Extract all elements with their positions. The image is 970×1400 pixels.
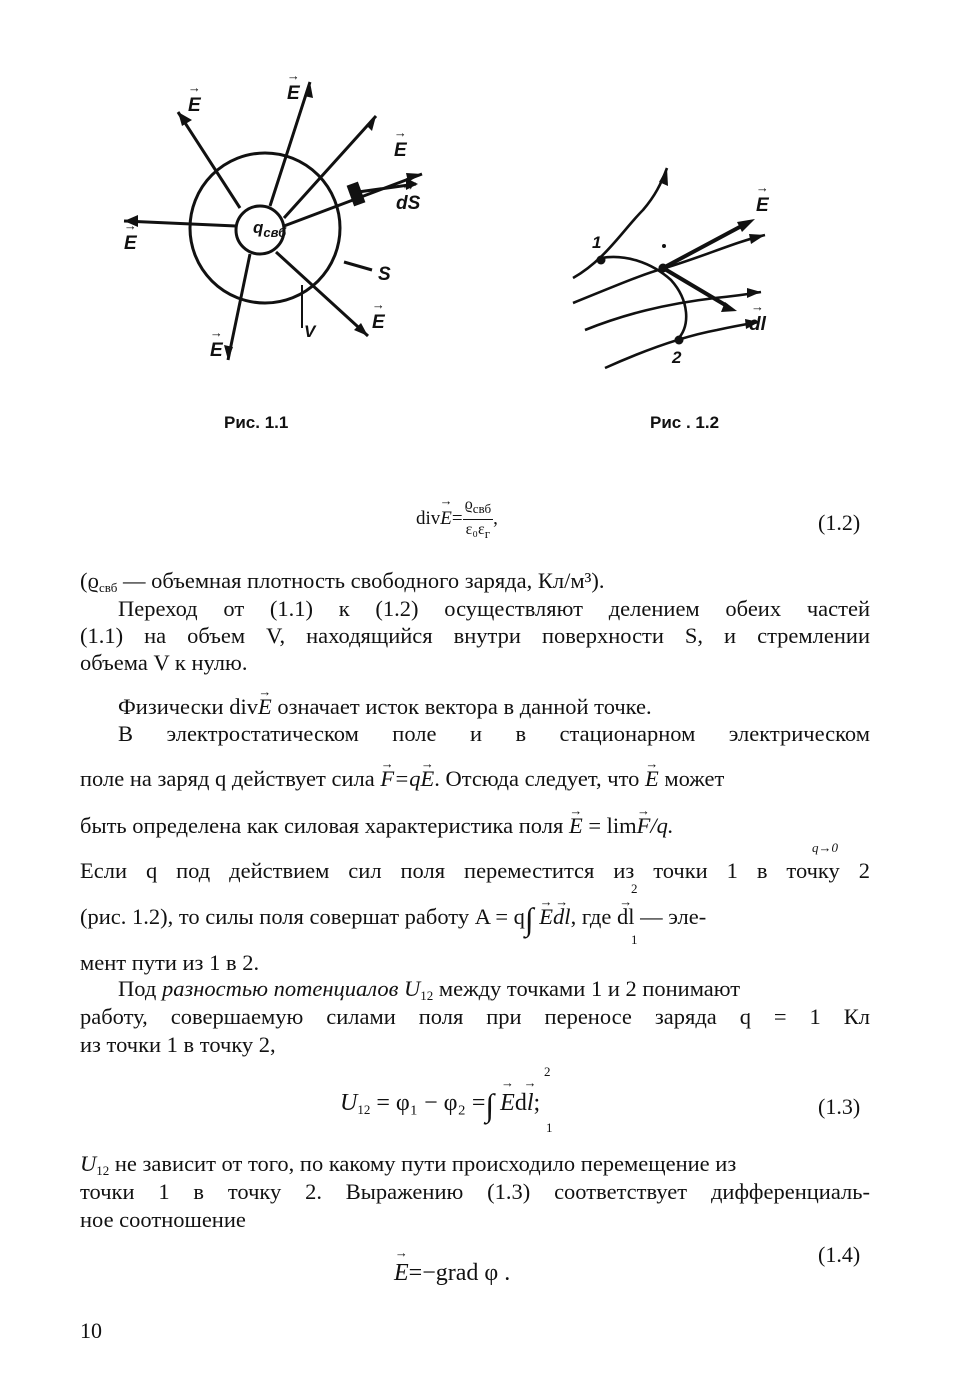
fig2-label-e: → E [756, 195, 769, 217]
equation-number-1-3: (1.3) [818, 1094, 861, 1119]
paragraph-3-line-2: поле на заряд q действует сила → F=q→ E. Отсюда следует, что → E может [80, 765, 870, 793]
paragraph-1-line-2: (1.1) на объем V, находящийся внутри поверхности S, и стремлении [80, 623, 870, 648]
paragraph-1-line-3: объема V к нулю. [80, 650, 248, 675]
work-integral-upper: 2 [631, 881, 638, 896]
equation-number-1-2: (1.2) [818, 510, 861, 535]
fig1-label-charge: $q_{свб}$ [253, 218, 287, 240]
fig2-label-point1: 1 [592, 233, 602, 252]
work-integral-lower: 1 [631, 932, 638, 947]
eq13-integral-upper: 2 [544, 1064, 551, 1079]
paragraph-3-line-5: (рис. 1.2), то силы поля совершат работу A = q∫ → E→ dl, где → dl — эле- [80, 903, 870, 933]
paragraph-1-line-1: Переход от (1.1) к (1.2) осуществляют делением обеих частей [118, 596, 870, 621]
fig2-label-dl: → dl [749, 314, 766, 336]
paragraph-4-line-1: Под разностью потенциалов $U_{12}$ между точками 1 и 2 понимают [118, 976, 741, 1003]
equation-number-1-4: (1.4) [818, 1242, 861, 1267]
paragraph-5-line-3: ное соотношение [80, 1207, 246, 1232]
equation-1-4: → E=−grad φ . [394, 1260, 510, 1287]
fig1-label-e-bottom: → E [210, 340, 223, 362]
paragraph-4-line-2: работу, совершаемую силами поля при переносе заряда q = 1 Кл [80, 1004, 870, 1029]
fig1-label-v: V [304, 322, 316, 341]
fig1-label-s: S [378, 264, 391, 285]
fig2-label-point2: 2 [672, 348, 682, 367]
fig1-label-e-right: → E [394, 140, 407, 162]
paragraph-3-line-4: Если q под действием сил поля переместится из точки 1 в точку 2 [80, 858, 870, 883]
fig1-caption: Рис. 1.1 [224, 413, 289, 432]
fig1-label-e-lower-right: → E [372, 312, 385, 334]
paragraph-3-line-1: В электростатическом поле и в стационарном электрическом [118, 721, 870, 746]
rho-note: ($ϱ_{свб}$ — объемная плотность свободного заряда, Кл/м³). [80, 568, 605, 595]
fig1-label-e-top: → E [287, 83, 300, 105]
fig1-label-e-upper-left: → E [188, 95, 201, 117]
page-number: 10 [80, 1318, 102, 1343]
paragraph-2: Физически div→ E означает исток вектора в данной точке. [118, 693, 652, 721]
equation-1-3: $U_{12} = \varphi_1 - \varphi_2$ =∫ → Ed→ l; [340, 1087, 540, 1124]
paragraph-3-line-6: мент пути из 1 в 2. [80, 950, 260, 975]
paragraph-5-line-1: $U_{12}$ не зависит от того, по какому пути происходило перемещение из [80, 1151, 737, 1178]
fig1-label-e-left: → E [124, 233, 137, 255]
paragraph-5-line-2: точки 1 в точку 2. Выражению (1.3) соответствует дифференциаль- [80, 1179, 870, 1204]
fig2-caption: Рис . 1.2 [650, 413, 720, 432]
limit-subscript: q→0 [812, 840, 838, 855]
paragraph-3-line-3: быть определена как силовая характеристика поля → E = lim→ F/q. [80, 812, 870, 840]
term-potential-difference: разностью потенциалов [161, 976, 399, 1001]
fig1-label-ds: → dS [396, 193, 420, 215]
eq13-integral-lower: 1 [546, 1120, 553, 1135]
paragraph-4-line-3: из точки 1 в точку 2, [80, 1032, 276, 1057]
equation-1-2: div→ E= $\frac{ϱ_{свб}}{\varepsilon_0\varepsilon_г}$ , [416, 495, 498, 544]
